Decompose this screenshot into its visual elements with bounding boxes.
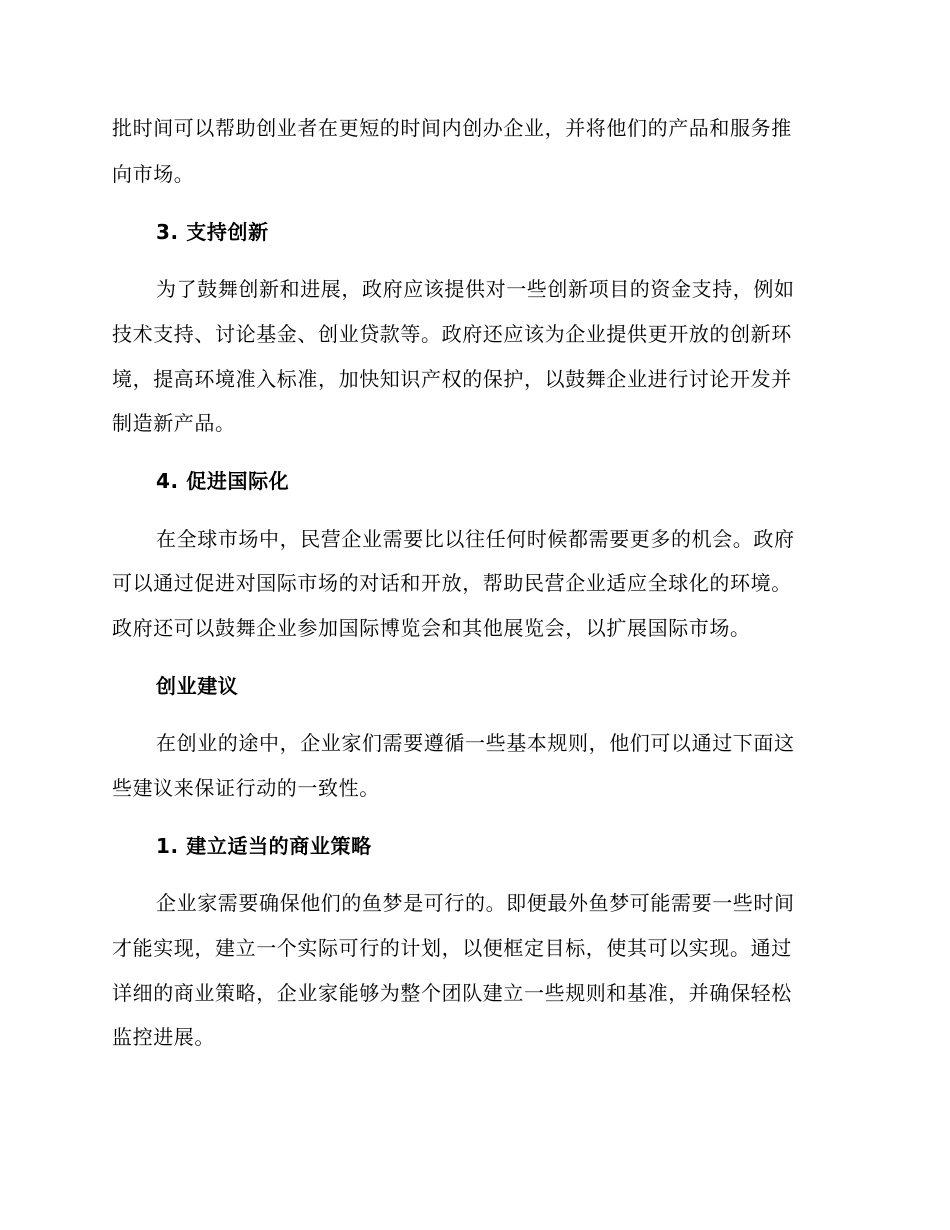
paragraph-line: 境，提高环境准入标准，加快知识产权的保护，以鼓舞企业进行讨论开发并 xyxy=(112,367,792,391)
section-heading: 4. 促进国际化 xyxy=(156,469,290,493)
section-heading: 创业建议 xyxy=(156,674,239,698)
paragraph-line: 在创业的途中，企业家们需要遵循一些基本规则，他们可以通过下面这 xyxy=(156,731,795,755)
paragraph-line: 批时间可以帮助创业者在更短的时间内创办企业，并将他们的产品和服务推 xyxy=(112,116,792,140)
paragraph-line: 在全球市场中，民营企业需要比以往任何时候都需要更多的机会。政府 xyxy=(156,527,795,551)
paragraph-line: 企业家需要确保他们的鱼梦是可行的。即便最外鱼梦可能需要一些时间 xyxy=(156,891,795,915)
paragraph-line: 可以通过促进对国际市场的对话和开放，帮助民营企业适应全球化的环境。 xyxy=(112,571,792,595)
paragraph-line: 些建议来保证行动的一致性。 xyxy=(112,776,380,800)
paragraph-line: 政府还可以鼓舞企业参加国际博览会和其他展览会，以扩展国际市场。 xyxy=(112,616,751,640)
paragraph-line: 才能实现，建立一个实际可行的计划，以便框定目标，使其可以实现。通过 xyxy=(112,936,792,960)
paragraph-line: 向市场。 xyxy=(112,162,195,186)
paragraph-line: 监控进展。 xyxy=(112,1025,215,1049)
paragraph-line: 详细的商业策略，企业家能够为整个团队建立一些规则和基准，并确保轻松 xyxy=(112,981,792,1005)
section-heading: 1. 建立适当的商业策略 xyxy=(156,834,372,858)
paragraph-line: 制造新产品。 xyxy=(112,411,236,435)
section-heading: 3. 支持创新 xyxy=(156,220,269,244)
paragraph-line: 为了鼓舞创新和进展，政府应该提供对一些创新项目的资金支持，例如 xyxy=(156,277,795,301)
paragraph-line: 技术支持、讨论基金、创业贷款等。政府还应该为企业提供更开放的创新环 xyxy=(112,322,792,346)
